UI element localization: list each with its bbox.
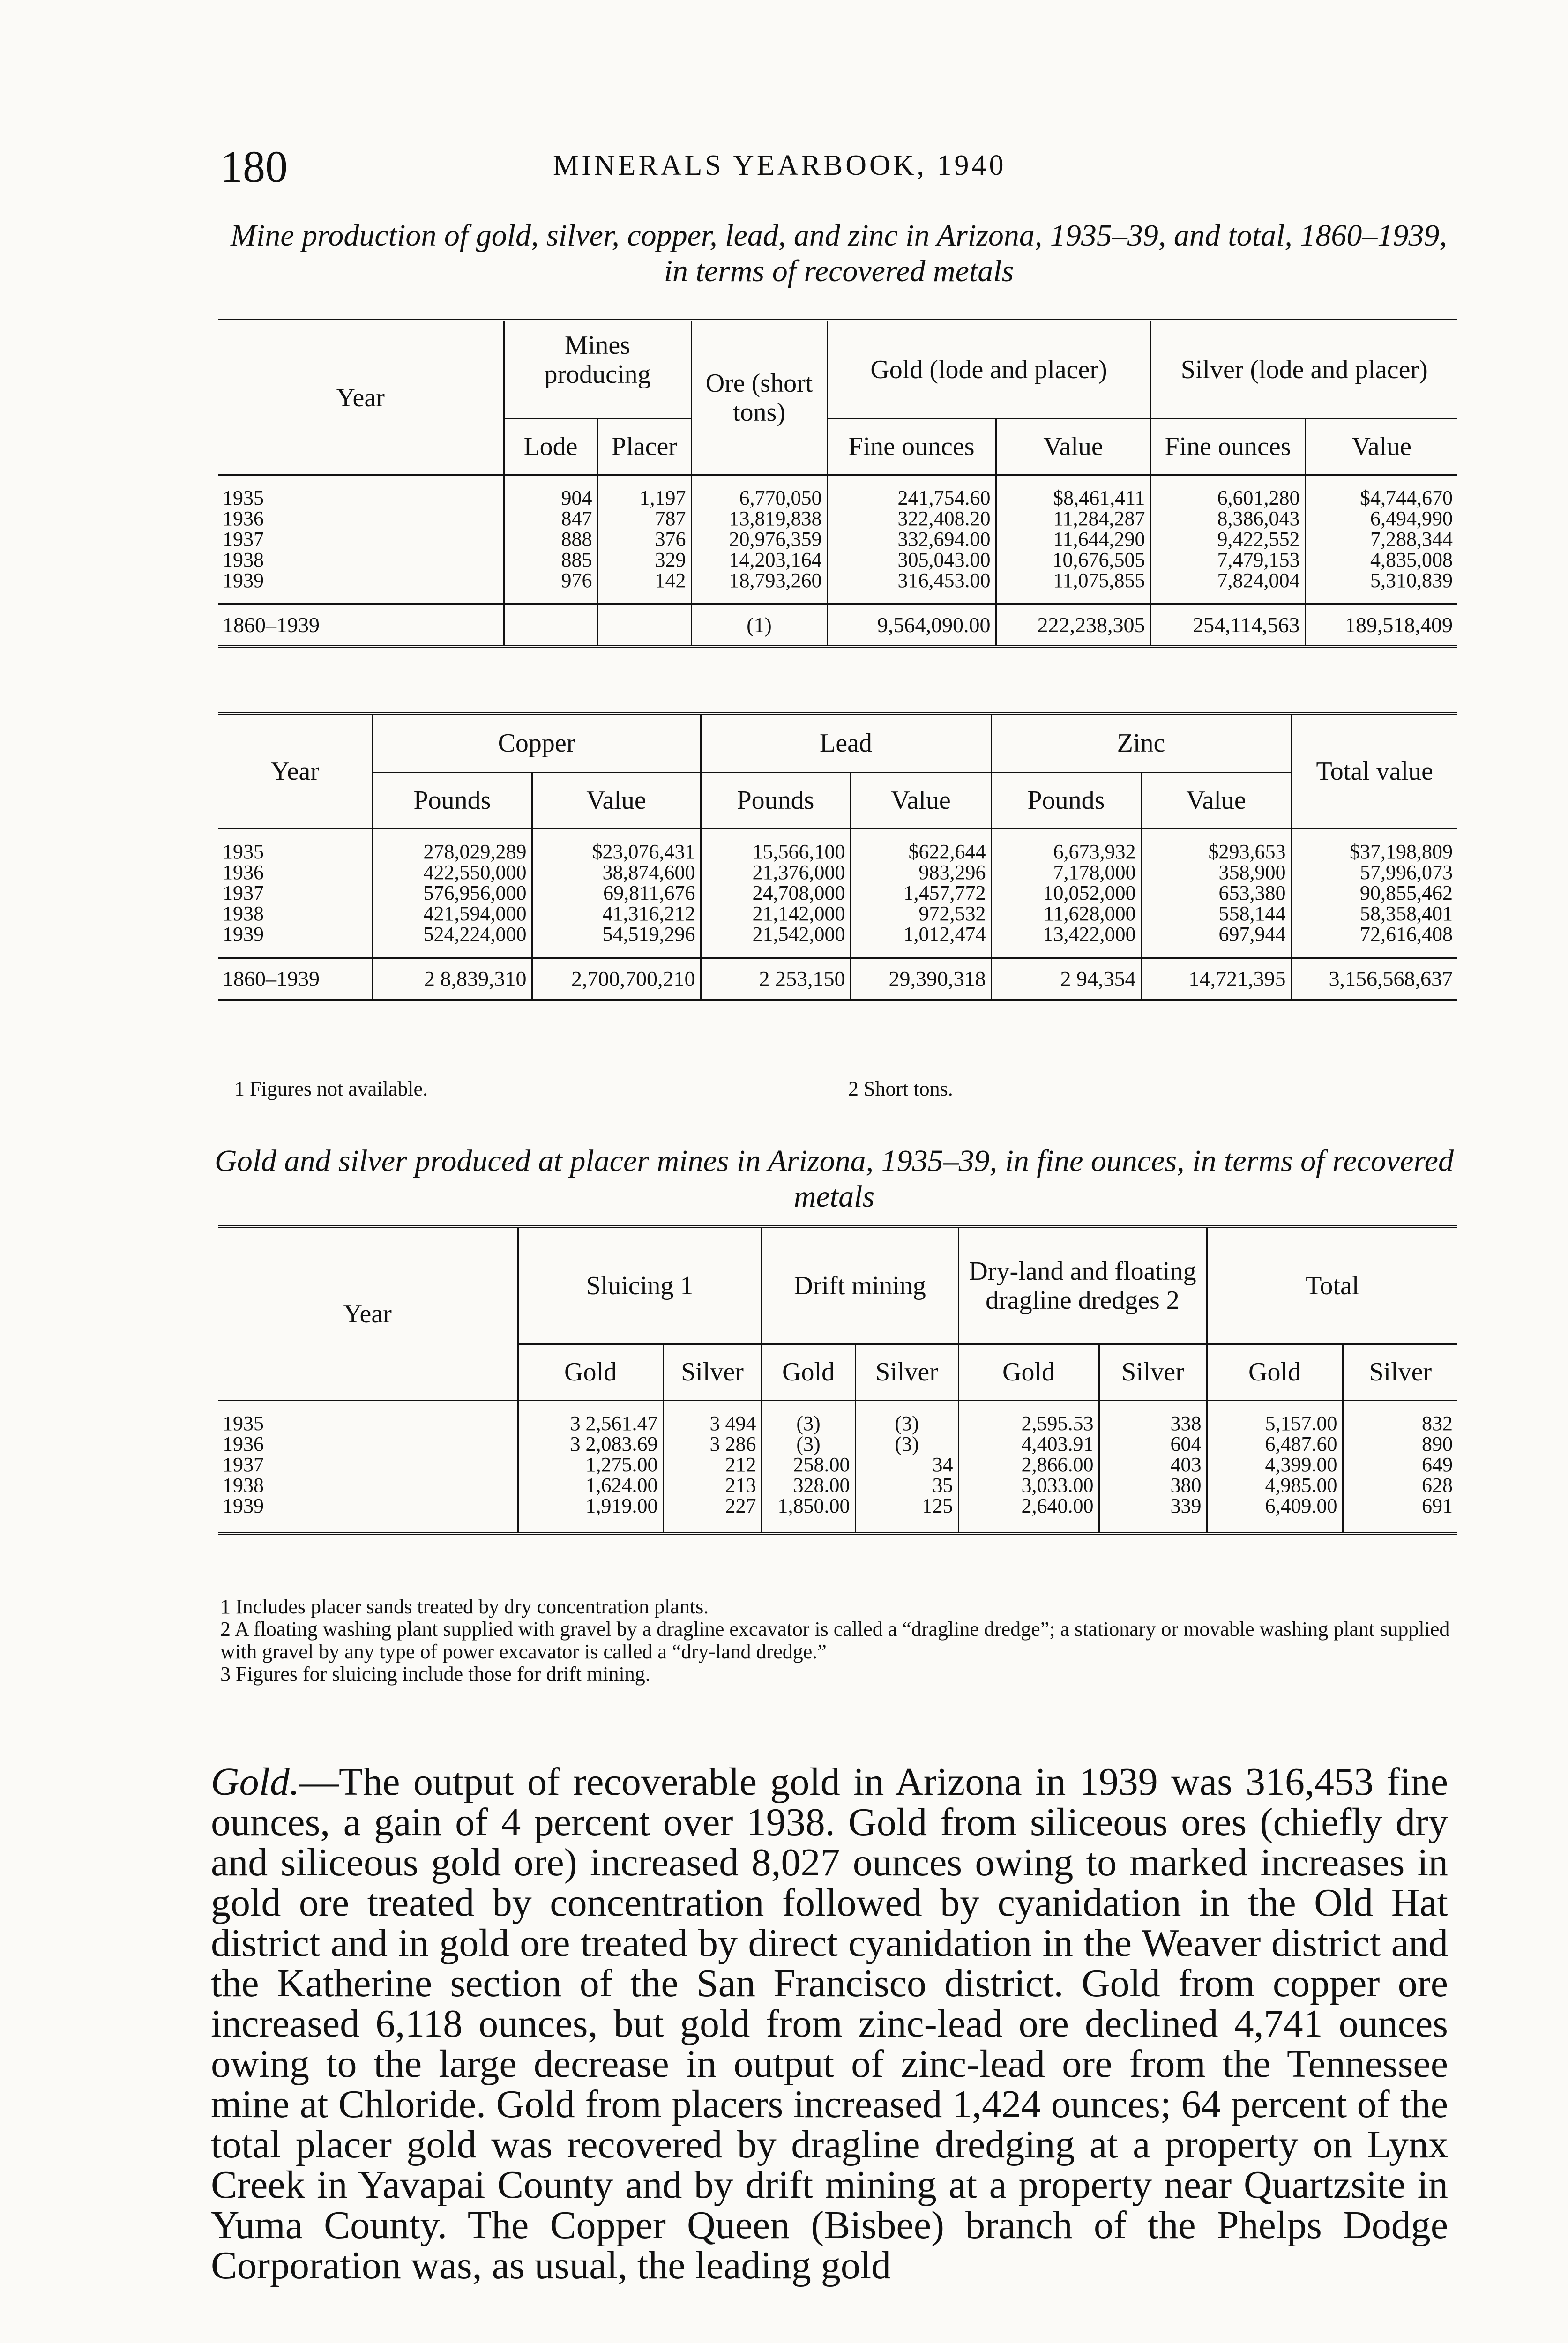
table1-caption: Mine production of gold, silver, copper, lead, and zinc in Arizona, 1935–39, and total, 1860–1939, in terms of recovered metals [231, 218, 1447, 288]
col-copper-value: Value [532, 772, 701, 828]
col-total: Total [1207, 1227, 1457, 1344]
page-number: 180 [220, 142, 288, 192]
col-silver-value: Value [1305, 418, 1457, 475]
col-gold-ounces: Fine ounces [827, 418, 996, 475]
table-row: 1936 3 2,083.69 3 286 (3) (3) 4,403.91 604 6,487.60 890 [218, 1434, 1457, 1455]
col-ore: Ore (short tons) [691, 320, 827, 475]
col-year: Year [218, 320, 504, 475]
col-gold: Gold [518, 1344, 663, 1400]
table-row: 1936 847 787 13,819,838 322,408.20 11,284,287 8,386,043 6,494,990 [218, 508, 1457, 529]
table-row: 1937 1,275.00 212 258.00 34 2,866.00 403 4,399.00 649 [218, 1455, 1457, 1475]
footnote: 1 Figures not available. [234, 1077, 428, 1100]
col-year: Year [218, 1227, 518, 1400]
col-silver: Silver [855, 1344, 958, 1400]
col-silver: Silver [663, 1344, 762, 1400]
col-silver: Silver (lode and placer) [1150, 320, 1457, 418]
col-gold: Gold [762, 1344, 855, 1400]
table-total-row: 1860–1939 (1) 9,564,090.00 222,238,305 254,114,563 189,518,409 [218, 604, 1457, 646]
col-gold: Gold [1207, 1344, 1343, 1400]
col-lead-pounds: Pounds [701, 772, 851, 828]
col-lode: Lode [504, 418, 597, 475]
col-drift-mining: Drift mining [762, 1227, 958, 1344]
footnote: 2 A floating washing plant supplied with gravel by a dragline excavator is called a “dragline dredge”; a stationary or movable washing plant supplied with gravel by any type of power excavator is called a “dry-land dredge.” [220, 1618, 1450, 1663]
col-dry-land-dredges: Dry-land and floating dragline dredges 2 [958, 1227, 1207, 1344]
col-zinc-value: Value [1141, 772, 1291, 828]
footnote: 2 Short tons. [848, 1077, 953, 1100]
col-silver: Silver [1099, 1344, 1207, 1400]
col-silver-ounces: Fine ounces [1150, 418, 1305, 475]
col-gold-value: Value [996, 418, 1150, 475]
col-gold: Gold (lode and placer) [827, 320, 1150, 418]
table-row: 1935 278,029,289 $23,076,431 15,566,100 $622,644 6,673,932 $293,653 $37,198,809 [218, 842, 1457, 862]
table3-footnotes [220, 1596, 1457, 1686]
col-lead-value: Value [851, 772, 991, 828]
col-sluicing: Sluicing 1 [518, 1227, 762, 1344]
table-row: 1939 524,224,000 54,519,296 21,542,000 1,012,474 13,422,000 697,944 72,616,408 [218, 924, 1457, 945]
table-row: 1939 1,919.00 227 1,850.00 125 2,640.00 339 6,409.00 691 [218, 1496, 1457, 1534]
col-copper-pounds: Pounds [373, 772, 532, 828]
table-row: 1936 422,550,000 38,874,600 21,376,000 983,296 7,178,000 358,900 57,996,073 [218, 862, 1457, 883]
table-row: 1938 421,594,000 41,316,212 21,142,000 972,532 11,628,000 558,144 58,358,401 [218, 903, 1457, 924]
table-row: 1939 976 142 18,793,260 316,453.00 11,075,855 7,824,004 5,310,839 [218, 570, 1457, 591]
running-title: MINERALS YEARBOOK, 1940 [553, 149, 1007, 181]
footnote: 1 Includes placer sands treated by dry concentration plants. [220, 1595, 709, 1618]
col-placer: Placer [597, 418, 691, 475]
col-mines-producing: Mines producing [504, 320, 691, 418]
body-paragraph [211, 1762, 1448, 2286]
table-row: 1935 3 2,561.47 3 494 (3) (3) 2,595.53 338 5,157.00 832 [218, 1413, 1457, 1434]
col-zinc: Zinc [991, 714, 1291, 772]
table-total-row: 1860–1939 2 8,839,310 2,700,700,210 2 253,150 29,390,318 2 94,354 14,721,395 3,156,568,637 [218, 958, 1457, 1000]
col-zinc-pounds: Pounds [991, 772, 1141, 828]
col-silver: Silver [1343, 1344, 1457, 1400]
col-total-value: Total value [1291, 714, 1457, 828]
table-row: 1937 888 376 20,976,359 332,694.00 11,644,290 9,422,552 7,288,344 [218, 529, 1457, 550]
paragraph-text: —The output of recoverable gold in Arizona in 1939 was 316,453 fine ounces, a gain of 4 percent over 1938. Gold from siliceous ores (chiefly dry and siliceous gold ore) increased 8,027 ounces owing to marked increases in gold ore treated by concentration followed by cyanidation in the Old Hat district and in gold ore treated by direct cyanidation in the Weaver district and the Katherine section of the San Francisco district. Gold from copper ore increased 6,118 ounces, but gold from zinc-lead ore declined 4,741 ounces owing to the large decrease in output of zinc-lead ore from the Tennessee mine at Chloride. Gold from placers increased 1,424 ounces; 64 percent of the total placer gold was recovered by dragline dredging at a property on Lynx Creek in Yavapai County and by drift mining at a property near Quartzsite in Yuma County. The Copper Queen (Bisbee) branch of the Phelps Dodge Corporation was, as usual, the leading gold [211, 1760, 1448, 2287]
table-row: 1935 904 1,197 6,770,050 241,754.60 $8,461,411 6,601,280 $4,744,670 [218, 488, 1457, 508]
table-placer-mines [218, 1225, 1457, 1535]
table-copper-lead-zinc [218, 712, 1457, 1001]
col-copper: Copper [373, 714, 701, 772]
table-row: 1938 1,624.00 213 328.00 35 3,033.00 380 4,985.00 628 [218, 1475, 1457, 1496]
paragraph-lead-in: Gold. [211, 1760, 299, 1804]
table-row: 1937 576,956,000 69,811,676 24,708,000 1,457,772 10,052,000 653,380 90,855,462 [218, 883, 1457, 903]
footnote: 3 Figures for sluicing include those for drift mining. [220, 1663, 650, 1686]
table-row: 1938 885 329 14,203,164 305,043.00 10,676,505 7,479,153 4,835,008 [218, 550, 1457, 570]
col-year: Year [218, 714, 373, 828]
col-lead: Lead [701, 714, 991, 772]
table3-caption: Gold and silver produced at placer mines in Arizona, 1935–39, in fine ounces, in terms of recovered metals [215, 1144, 1454, 1214]
table-gold-silver [218, 319, 1457, 648]
col-gold: Gold [958, 1344, 1099, 1400]
